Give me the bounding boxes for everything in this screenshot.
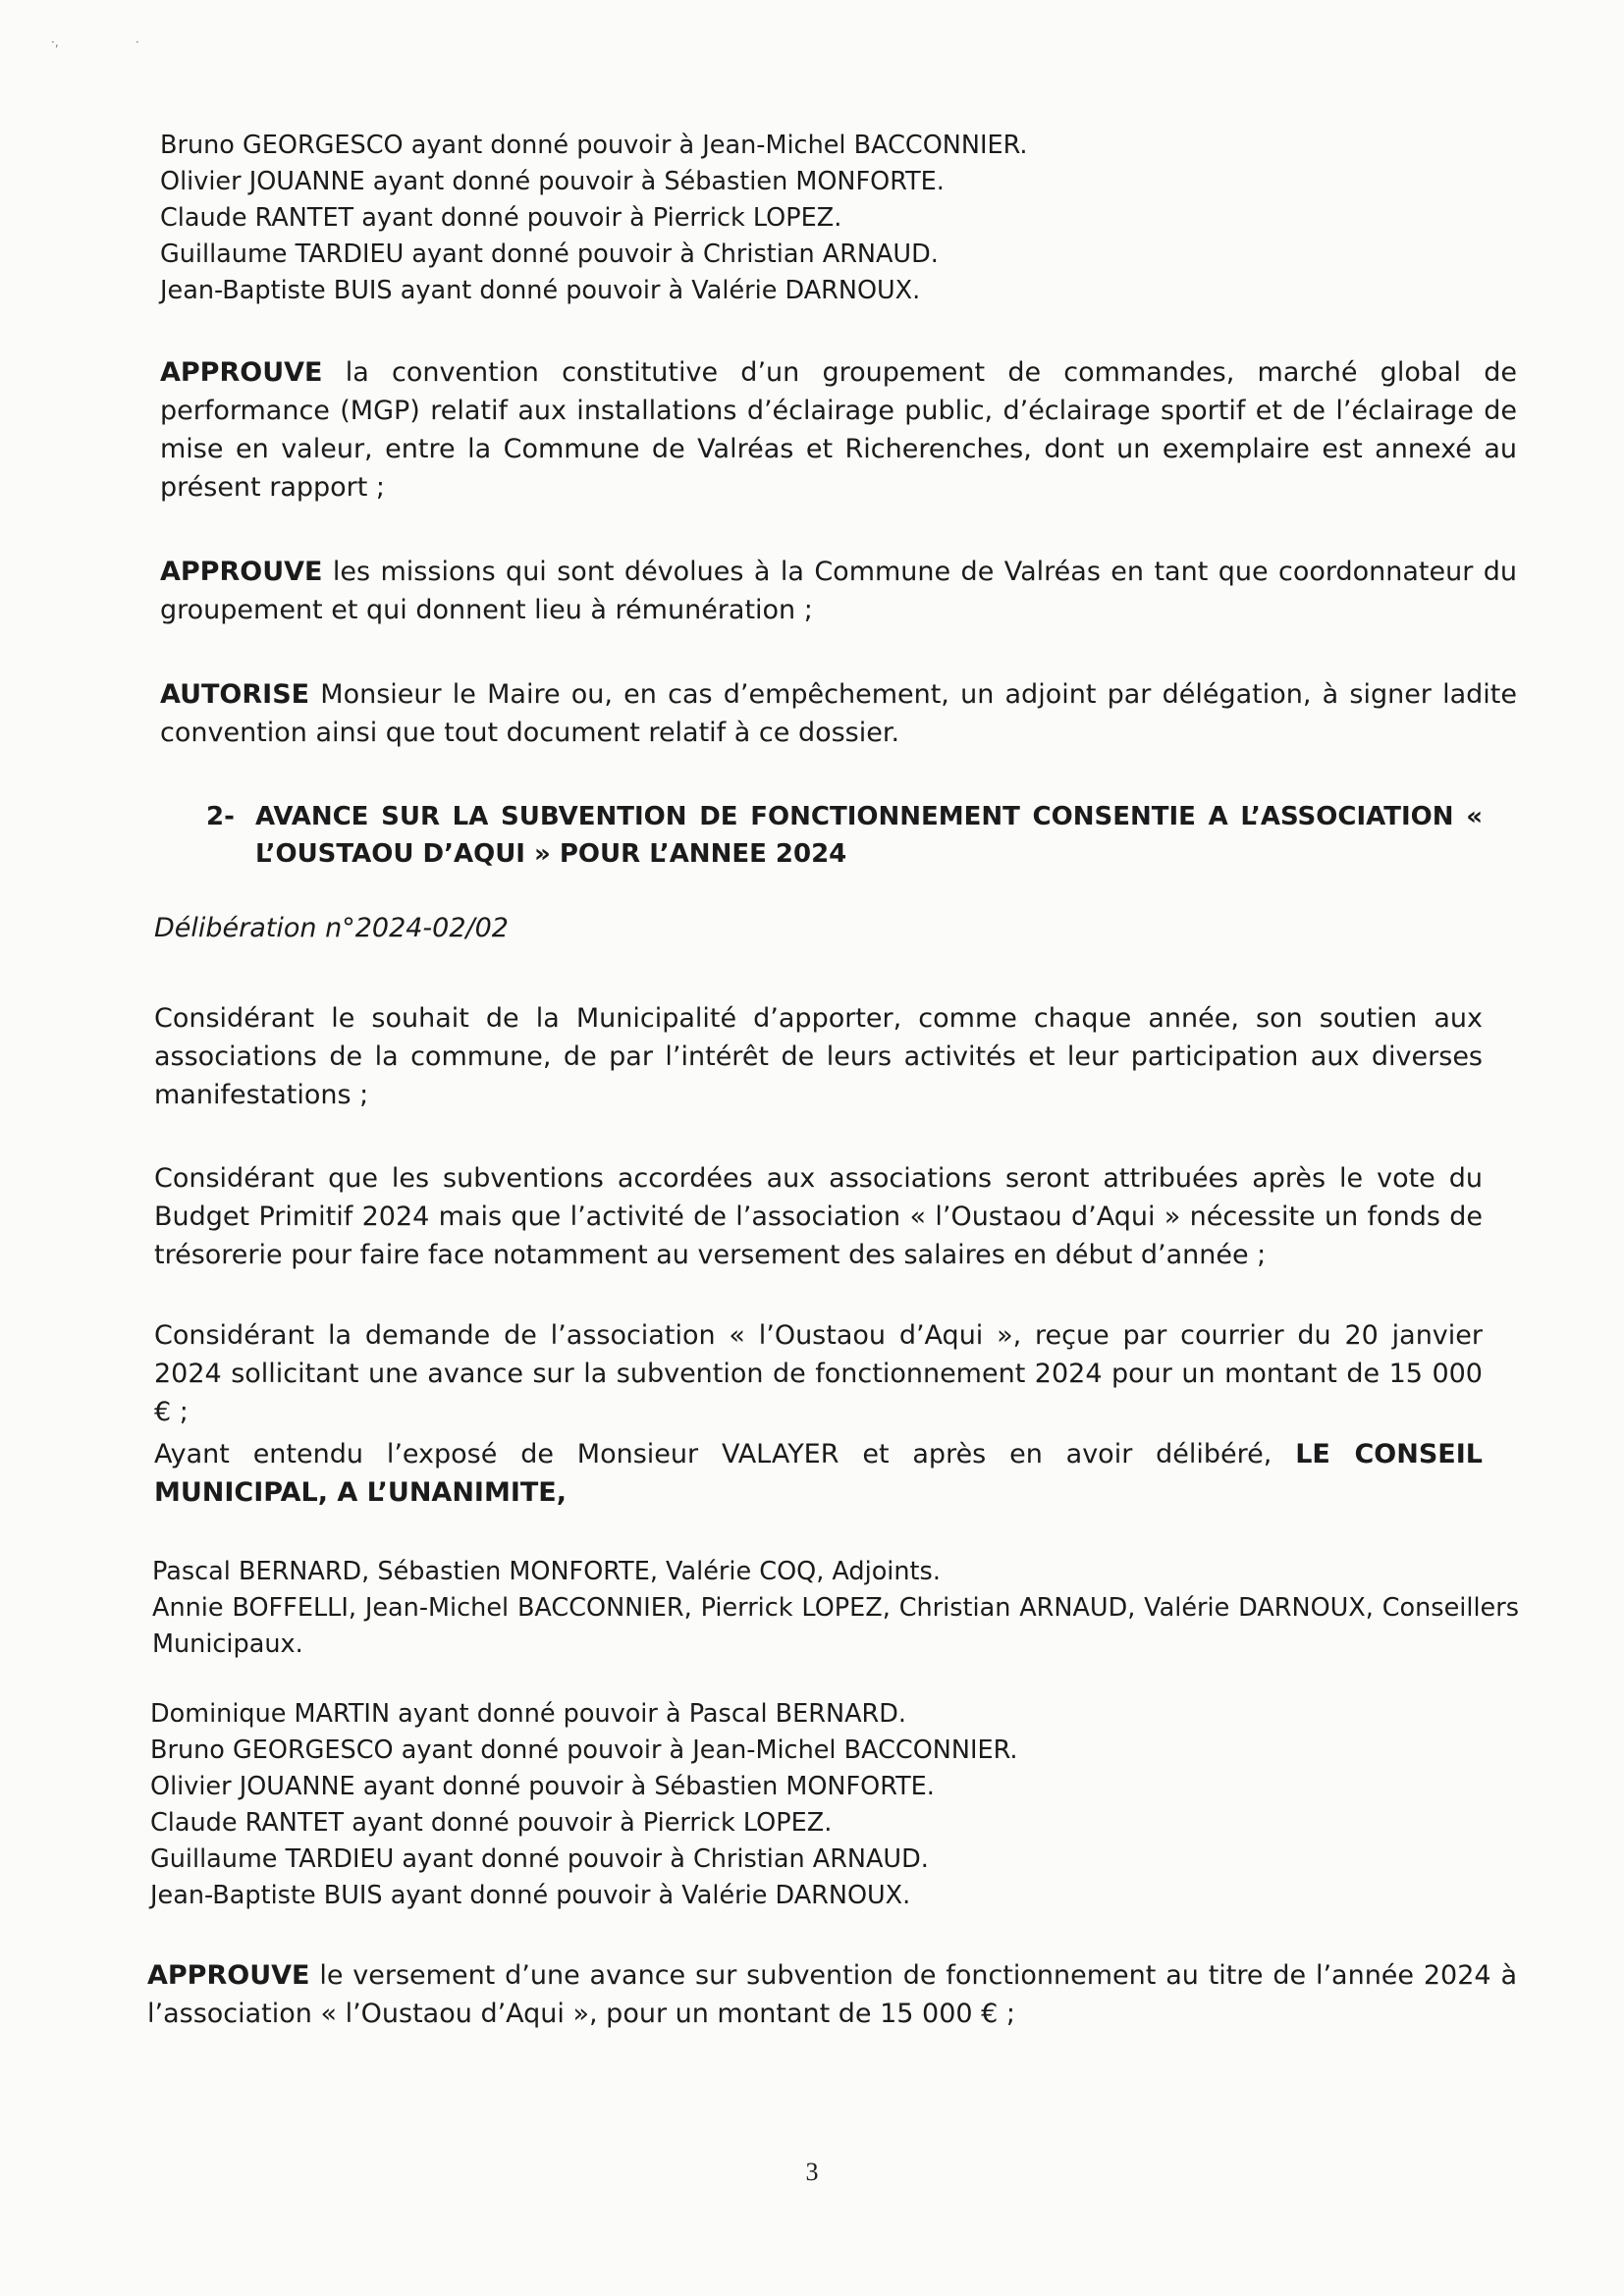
proxy-line: Guillaume TARDIEU ayant donné pouvoir à Christian ARNAUD. bbox=[160, 240, 939, 269]
decision-approve-advance bbox=[147, 1956, 1517, 2033]
considerant-paragraph: Considérant le souhait de la Municipalité d’apporter, comme chaque année, son soutien aux associations de la commune, de par l’intérêt de leurs activités et leur participation aux diverses manifestations ; bbox=[154, 1003, 1483, 1110]
council-unanimity: LE CONSEIL MUNICIPAL, A L’UNANIMITE, bbox=[154, 1439, 1483, 1508]
expose-text: Ayant entendu l’exposé de Monsieur VALAYER et après en avoir délibéré, bbox=[154, 1439, 1296, 1469]
proxy-line: Guillaume TARDIEU ayant donné pouvoir à Christian ARNAUD. bbox=[150, 1844, 929, 1874]
proxy-line: Claude RANTET ayant donné pouvoir à Pierrick LOPEZ. bbox=[160, 203, 842, 233]
decision-text: Monsieur le Maire ou, en cas d’empêchement, un adjoint par délégation, à signer ladite convention ainsi que tout document relatif à ce dossier. bbox=[160, 679, 1517, 748]
proxy-list-bottom bbox=[150, 1696, 1018, 1914]
conseillers-paragraph: Annie BOFFELLI, Jean-Michel BACCONNIER, Pierrick LOPEZ, Christian ARNAUD, Valérie DARNOUX, Conseillers Municipaux. bbox=[152, 1593, 1519, 1659]
proxy-line: Bruno GEORGESCO ayant donné pouvoir à Jean-Michel BACCONNIER. bbox=[160, 131, 1028, 160]
proxy-line: Claude RANTET ayant donné pouvoir à Pierrick LOPEZ. bbox=[150, 1808, 833, 1838]
proxy-line: Jean-Baptiste BUIS ayant donné pouvoir à Valérie DARNOUX. bbox=[160, 276, 921, 305]
proxy-line: Jean-Baptiste BUIS ayant donné pouvoir à Valérie DARNOUX. bbox=[150, 1881, 911, 1910]
deliberation-number: Délibération n°2024-02/02 bbox=[154, 913, 509, 943]
proxy-line: Olivier JOUANNE ayant donné pouvoir à Sébastien MONFORTE. bbox=[150, 1772, 935, 1801]
section-number: 2- bbox=[206, 802, 235, 831]
section-heading bbox=[206, 798, 1483, 873]
decision-keyword: APPROUVE bbox=[147, 1960, 310, 1991]
considerant-paragraph: Considérant la demande de l’association « l’Oustaou d’Aqui », reçue par courrier du 20 janvier 2024 sollicitant une avance sur la subvention de fonctionnement 2024 pour un montant de 15 000 € ; bbox=[154, 1320, 1483, 1427]
proxy-line: Olivier JOUANNE ayant donné pouvoir à Sébastien MONFORTE. bbox=[160, 167, 945, 196]
decision-keyword: AUTORISE bbox=[160, 679, 310, 710]
proxy-line: Dominique MARTIN ayant donné pouvoir à Pascal BERNARD. bbox=[150, 1699, 906, 1729]
considerant-paragraph: Considérant que les subventions accordées aux associations seront attribuées après le vote du Budget Primitif 2024 mais que l’activité de l’association « l’Oustaou d’Aqui » nécessite un fonds de trésorerie pour faire face notamment au versement des salaires en début d’année ; bbox=[154, 1163, 1483, 1270]
expose-paragraph bbox=[154, 1435, 1483, 1512]
proxy-line: Bruno GEORGESCO ayant donné pouvoir à Jean-Michel BACCONNIER. bbox=[150, 1735, 1018, 1765]
proxy-list-top bbox=[160, 128, 1028, 309]
decision-text: les missions qui sont dévolues à la Commune de Valréas en tant que coordonnateur du groupement et qui donnent lieu à rémunération ; bbox=[160, 557, 1517, 625]
page-number: 3 bbox=[805, 2158, 819, 2186]
decision-text: le versement d’une avance sur subvention de fonctionnement au titre de l’année 2024 à l’association « l’Oustaou d’Aqui », pour un montant de 15 000 € ; bbox=[147, 1960, 1517, 2029]
decision-approve-convention bbox=[160, 353, 1517, 507]
adjoints-line: Pascal BERNARD, Sébastien MONFORTE, Valérie COQ, Adjoints. bbox=[152, 1557, 941, 1586]
decision-text: la convention constitutive d’un groupement de commandes, marché global de performance (MGP) relatif aux installations d’éclairage public, d’éclairage sportif et de l’éclairage de mise en valeur, entre la Commune de Valréas et Richerenches, dont un exemplaire est annexé au présent rapport ; bbox=[160, 357, 1517, 503]
decision-keyword: APPROUVE bbox=[160, 557, 323, 587]
scan-speck: · bbox=[135, 35, 139, 49]
decision-authorize-mayor bbox=[160, 675, 1517, 752]
decision-keyword: APPROUVE bbox=[160, 357, 323, 388]
scan-speck: ·, bbox=[51, 35, 59, 49]
section-title: AVANCE SUR LA SUBVENTION DE FONCTIONNEMENT CONSENTIE A L’ASSOCIATION « L’OUSTAOU D’AQUI » POUR L’ANNEE 2024 bbox=[255, 802, 1483, 869]
decision-approve-missions bbox=[160, 553, 1517, 629]
